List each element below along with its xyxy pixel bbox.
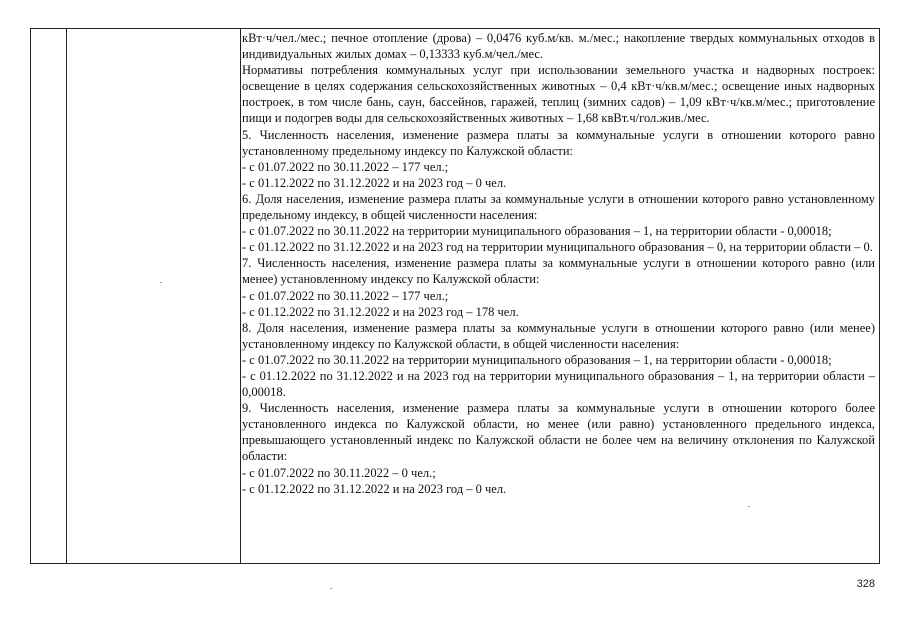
paragraph-15: 9. Численность населения, изменение размера платы за коммунальные услуги в отношении которого более установленного индекса по Калужской области, но менее (или равно) установленного предельного индекса, превышающего установленный индекс по Калужской области не более чем на величину отклонения по Калужской области: xyxy=(242,401,875,464)
paragraph-8: - с 01.12.2022 по 31.12.2022 и на 2023 год на территории муниципального образования – 0, на территории области – 0. xyxy=(242,240,873,255)
paragraph-17: - с 01.12.2022 по 31.12.2022 и на 2023 год – 0 чел. xyxy=(242,481,507,496)
paragraph-1: кВт·ч/чел./мес.; печное отопление (дрова) – 0,0476 куб.м/кв. м./мес.; накопление твердых коммунальных отходов в индивидуальных жилых домах – 0,13333 куб.м/чел./мес. xyxy=(242,31,875,62)
scan-speck xyxy=(748,506,750,507)
paragraph-3: 5. Численность населения, изменение размера платы за коммунальные услуги в отношении которого равно установленному предельному индексу по Калужской области: xyxy=(242,127,875,158)
paragraph-9: 7. Численность населения, изменение размера платы за коммунальные услуги в отношении которого равно (или менее) установленному индексу по Калужской области: xyxy=(242,256,875,287)
page-number: 328 xyxy=(856,578,875,590)
scan-speck xyxy=(330,588,332,589)
paragraph-12: 8. Доля населения, изменение размера платы за коммунальные услуги в отношении которого равно (или менее) установленному индексу по Калужской области, в общей численности населения: xyxy=(242,320,875,351)
paragraph-16: - с 01.07.2022 по 30.11.2022 – 0 чел.; xyxy=(242,465,436,480)
scan-speck xyxy=(160,282,162,283)
paragraph-7: - с 01.07.2022 по 30.11.2022 на территории муниципального образования – 1, на территории области - 0,00018; xyxy=(242,224,832,239)
table-cell-content xyxy=(242,30,875,497)
paragraph-14: - с 01.12.2022 по 31.12.2022 и на 2023 год на территории муниципального образования – 1, на территории области – 0,00018. xyxy=(242,368,875,400)
paragraph-13: - с 01.07.2022 по 30.11.2022 на территории муниципального образования – 1, на территории области - 0,00018; xyxy=(242,352,832,367)
paragraph-2: Нормативы потребления коммунальных услуг при использовании земельного участка и надворных построек: освещение в целях содержания сельскохозяйственных животных – 0,4 кВт·ч/кв.м/мес.; освещение иных надворных построек, в том числе бань, саун, бассейнов, гаражей, теплиц (зимних садов) – 1,09 кВт·ч/кв.м/мес.; приготовление пищи и подогрев воды для сельскохозяйственных животных – 1,68 квВт.ч/гол.жив./мес. xyxy=(242,63,875,126)
column-divider-1 xyxy=(66,29,67,563)
paragraph-11: - с 01.12.2022 по 31.12.2022 и на 2023 год – 178 чел. xyxy=(242,304,519,319)
paragraph-10: - с 01.07.2022 по 30.11.2022 – 177 чел.; xyxy=(242,288,449,303)
paragraph-4: - с 01.07.2022 по 30.11.2022 – 177 чел.; xyxy=(242,159,449,174)
table-frame xyxy=(30,28,880,564)
paragraph-5: - с 01.12.2022 по 31.12.2022 и на 2023 год – 0 чел. xyxy=(242,175,507,190)
paragraph-6: 6. Доля населения, изменение размера платы за коммунальные услуги в отношении которого равно установленному предельному индексу, в общей численности населения: xyxy=(242,191,875,223)
column-divider-2 xyxy=(240,29,241,563)
